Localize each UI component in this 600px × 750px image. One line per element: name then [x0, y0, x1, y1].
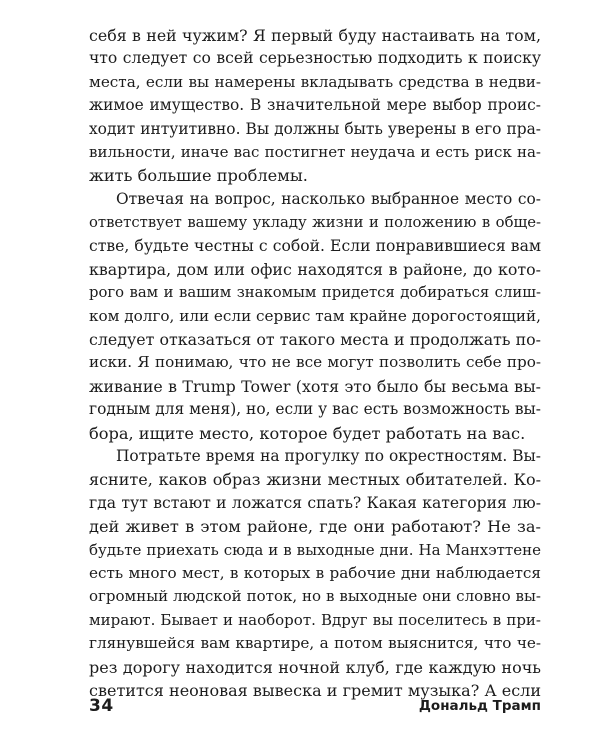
text-line: стве, будьте честны с собой. Если понравившиеся вам: [89, 236, 541, 255]
page-number: 34: [89, 696, 114, 716]
text-line: квартира, дом или офис находятся в районе, до кото-: [89, 259, 541, 279]
text-line: дей живет в этом районе, где они работают? Не за-: [89, 517, 541, 537]
text-line: рого вам и вашим знакомым придется добираться слиш-: [89, 284, 541, 302]
text-line: иски. Я понимаю, что не все могут позволить себе про-: [89, 353, 541, 372]
text-line: что следует со всей серьезностью подходить к поиску: [89, 49, 541, 68]
page-footer: [89, 696, 541, 722]
paragraph-3: [89, 445, 541, 702]
text-line: ответствует вашему укладу жизни и положению в обще-: [89, 214, 541, 232]
paragraph-2: [89, 188, 541, 445]
text-line: есть много мест, в которых в рабочие дни наблюдается: [89, 563, 541, 582]
text-line: места, если вы намерены вкладывать средства в недви-: [89, 72, 541, 91]
text-line: огромный людской поток, но в выходные они словно вы-: [89, 587, 541, 606]
text-line: ходит интуитивно. Вы должны быть уверены в его пра-: [89, 119, 541, 138]
text-line: светится неоновая вывеска и гремит музыка? А если: [89, 680, 541, 700]
text-line: жить большие проблемы.: [89, 166, 308, 186]
text-line: живание в Trump Tower (хотя это было бы весьма вы-: [89, 376, 541, 396]
text-line: Потратьте время на прогулку по окрестностям. Вы-: [116, 447, 541, 466]
text-line: годным для меня), но, если у вас есть возможность вы-: [89, 400, 541, 419]
text-line: глянувшейся вам квартире, а потом выяснится, что че-: [89, 634, 541, 653]
text-line: жимое имущество. В значительной мере выбор проис-: [89, 96, 541, 115]
text-line: рез дорогу находится ночной клуб, где каждую ночь: [89, 657, 541, 677]
body-text: [89, 24, 541, 702]
text-line: Отвечая на вопрос, насколько выбранное место со-: [116, 189, 541, 208]
text-line: ясните, каков образ жизни местных обитателей. Ко-: [89, 470, 541, 490]
text-line: гда тут встают и ложатся спать? Какая категория лю-: [89, 493, 541, 512]
text-line: ком долго, или если сервис там крайне дорогостоящий,: [89, 306, 541, 325]
text-line: будьте приехать сюда и в выходные дни. На Манхэттене: [89, 540, 541, 559]
paragraph-1: [89, 24, 541, 188]
text-line: бора, ищите место, которое будет работать на вас.: [89, 423, 526, 443]
running-footer-author: Дональд Трамп: [418, 698, 541, 714]
text-line: себя в ней чужим? Я первый буду настаивать на том,: [89, 26, 541, 45]
text-line: мирают. Бывает и наоборот. Вдруг вы поселитесь в при-: [89, 610, 541, 629]
text-line: следует отказаться от такого места и продолжать по-: [89, 330, 541, 350]
text-line: вильности, иначе вас постигнет неудача и есть риск на-: [89, 142, 541, 161]
